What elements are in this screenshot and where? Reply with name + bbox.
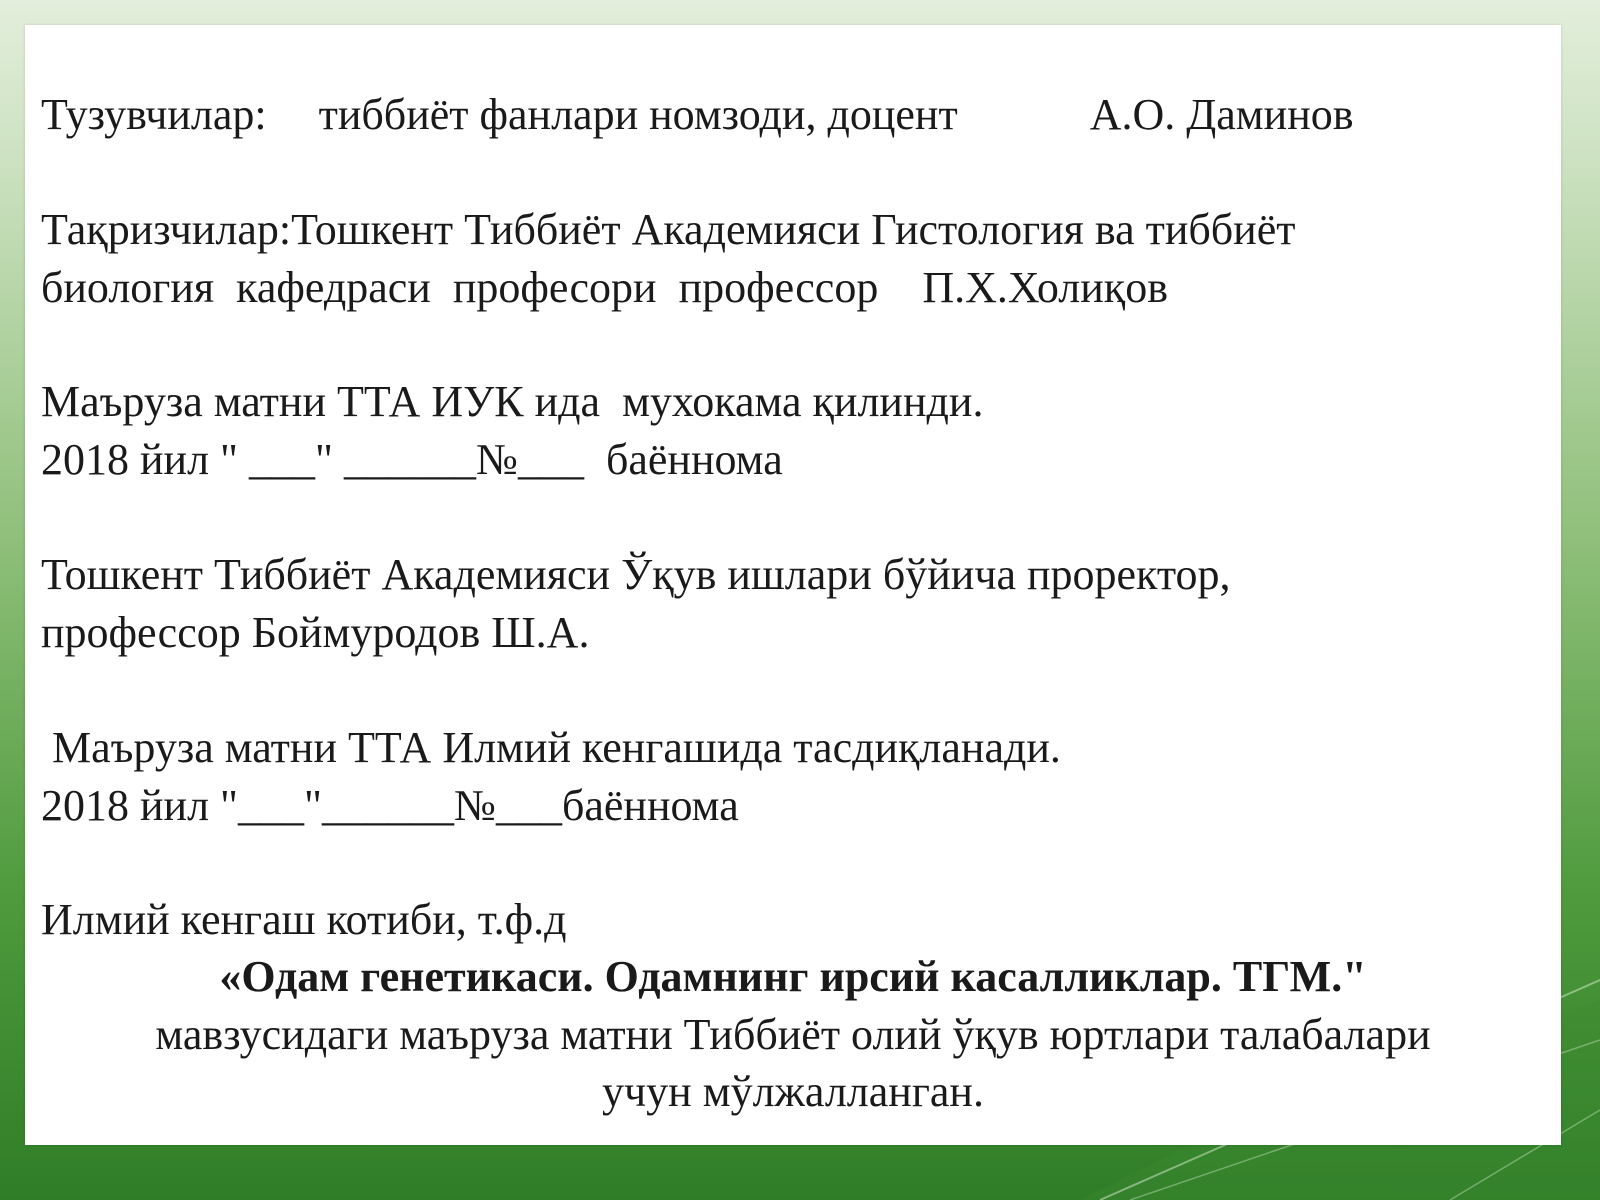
topic-title: «Одам генетикаси. Одамнинг ирсий касалликлар. ТГМ." — [219, 952, 1367, 1001]
compilers-line — [41, 88, 1354, 142]
topic-line-2: мавзусидаги маъруза матни Тиббиёт олий ўқув юртлари талабалари — [155, 1010, 1431, 1059]
discussion-line-2: 2018 йил " ___" ______№___ баённома — [41, 435, 783, 484]
discussion-line-1: Маъруза матни ТТА ИУК ида мухокама қилинди. — [41, 377, 984, 426]
compilers-name: А.О. Даминов — [1089, 90, 1354, 139]
prorector-line-1: Тошкент Тиббиёт Академияси Ўқув ишлари бўйича проректор, — [41, 550, 1231, 599]
prorector-line-2: профессор Боймуродов Ш.А. — [41, 608, 590, 657]
approval-line-1: Маъруза матни ТТА Илмий кенгашида тасдиқланади. — [41, 723, 1061, 772]
reviewers-line-2: биология кафедраси професори профессор П.Х.Холиқов — [41, 263, 1168, 312]
compilers-position: тиббиёт фанлари номзоди, доцент — [318, 90, 958, 139]
topic-line-3: учун мўлжалланган. — [602, 1067, 984, 1116]
slide-panel — [25, 25, 1561, 1145]
secretary-line: Илмий кенгаш котиби, т.ф.д — [41, 895, 567, 944]
approval-line-2: 2018 йил "___"______№___баённома — [41, 781, 739, 830]
reviewers-line-1: Тақризчилар:Тошкент Тиббиёт Академияси Гистология ва тиббиёт — [41, 205, 1296, 254]
compilers-label: Тузувчилар: — [41, 90, 267, 139]
